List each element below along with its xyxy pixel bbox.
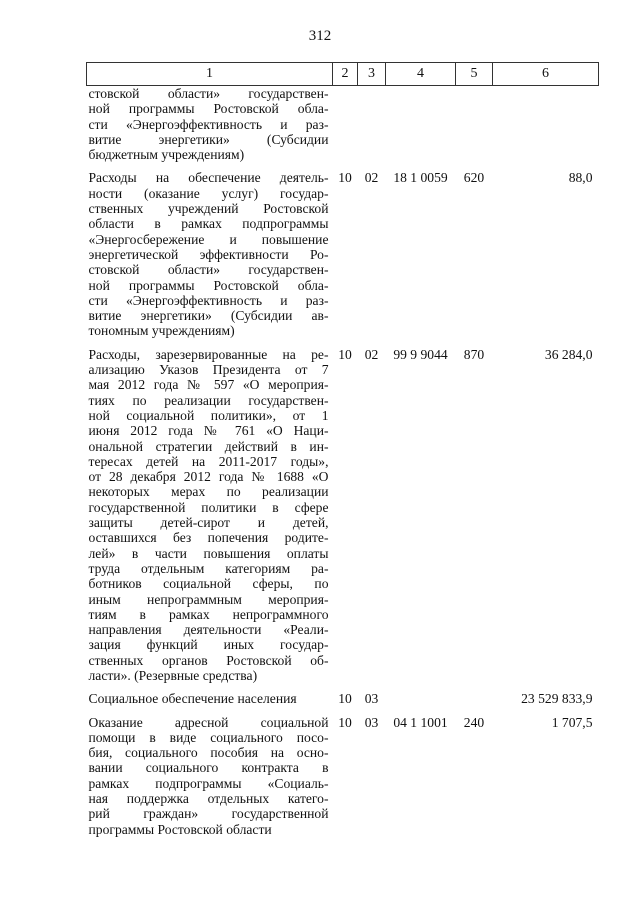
row-description [87,715,333,845]
row-amount: 1 707,5 [551,714,593,730]
description-line: программы Ростовской области [88,821,272,837]
description-line: Расходы на обеспечение деятель- [88,170,329,186]
description-line: государственной политики в сфере [88,499,329,515]
description-line: рий граждан» государственной [88,806,329,822]
row-section: 10 [338,714,352,730]
row-target-code: 18 1 0059 [393,170,448,186]
row-target-code: 99 9 9044 [393,346,448,362]
description-line: стовской области» государствен- [88,86,329,101]
description-line: «Энергосбережение и повышение [88,231,329,247]
table-row [87,347,599,692]
description-line: некоторых мерах по реализации [88,484,329,500]
row-subsection: 02 [364,346,379,362]
header-col-1: 1 [87,63,333,86]
description-line: тиях по реализации государствен- [88,392,329,408]
header-col-5: 5 [456,63,493,86]
row-subsection: 03 [364,691,379,707]
description-line: Социальное обеспечение населения [88,691,297,707]
description-line: бия, социального пособия на осно- [88,745,329,761]
description-line: витие энергетики» (Субсидии ав- [88,308,329,324]
description-line: стовской области» государствен- [88,262,329,278]
description-line: мая 2012 года № 597 «О мероприя- [88,377,329,393]
description-line: лей» в части повышения оплаты [88,545,329,561]
description-line: ботников социальной сферы, по [88,576,329,592]
description-line: ональной стратегии действий в ин- [88,438,329,454]
page-number: 312 [308,28,332,44]
description-line: ной программы Ростовской обла- [88,277,329,293]
description-line: тересах детей на 2011-2017 годы», [88,453,329,469]
description-line: бюджетным учреждениям) [88,147,245,163]
description-line: ная поддержка отдельных катего- [88,791,329,807]
description-line: области в рамках подпрограммы [88,216,329,232]
description-line: от 28 декабря 2012 года № 1688 «О [88,469,329,485]
row-section [333,86,358,171]
description-line: Оказание адресной социальной [88,714,329,730]
row-amount: 36 284,0 [544,346,593,362]
description-line: оставшихся без попечения родите- [88,530,329,546]
table-row [87,691,599,714]
description-line: помощи в виде социального посо- [88,729,329,745]
description-line: сти «Энергоэффективность и раз- [88,292,329,308]
row-subsection [358,86,386,171]
description-line: сти «Энергоэффективность и раз- [88,116,329,132]
row-description [87,347,333,692]
row-target-code: 04 1 1001 [393,714,448,730]
description-line: ализацию Указов Президента от 7 [88,362,329,378]
description-line: ности (оказание услуг) государ- [88,185,329,201]
row-target-code [386,86,456,171]
row-expense-type: 240 [463,714,485,730]
description-line: иным непрограммным мероприя- [88,591,329,607]
description-line: витие энергетики» (Субсидии [88,131,329,147]
row-expense-type: 870 [463,346,485,362]
description-line: направления деятельности «Реали- [88,622,329,638]
description-line: ласти». (Резервные средства) [88,667,258,683]
description-line: зация функций иных государ- [88,637,329,653]
row-description [87,170,333,346]
row-amount: 88,0 [568,170,593,186]
description-line: тономным учреждениям) [88,323,235,339]
row-description [87,691,333,714]
row-description [87,86,333,171]
row-amount: 23 529 833,9 [521,691,593,707]
description-line: вании социального контракта в [88,760,329,776]
row-section: 10 [338,691,352,707]
table-row [87,86,599,171]
row-section: 10 [338,346,352,362]
row-subsection: 02 [364,170,379,186]
table-header-row [87,63,599,86]
description-line: Расходы, зарезервированные на ре- [88,346,329,362]
description-line: тиям в рамках непрограммного [88,606,329,622]
description-line: ной социальной политики», от 1 [88,407,329,423]
description-line: защиты детей-сирот и детей, [88,515,329,531]
row-expense-type [456,691,493,714]
description-line: ственных органов Ростовской об- [88,652,329,668]
header-col-3: 3 [358,63,386,86]
description-line: энергетической эффективности Ро- [88,246,329,262]
row-target-code [386,691,456,714]
description-line: июня 2012 года № 761 «О Наци- [88,423,329,439]
budget-table [86,62,599,845]
row-expense-type [456,86,493,171]
header-col-2: 2 [333,63,358,86]
row-expense-type: 620 [463,170,485,186]
row-subsection: 03 [364,714,379,730]
description-line: ной программы Ростовской обла- [88,101,329,117]
row-amount [493,86,599,171]
table-row [87,170,599,346]
table-row [87,715,599,845]
description-line: ственных учреждений Ростовской [88,201,329,217]
header-col-4: 4 [386,63,456,86]
row-section: 10 [338,170,352,186]
description-line: труда отдельным категориям ра- [88,560,329,576]
description-line: рамках подпрограммы «Социаль- [88,775,329,791]
header-col-6: 6 [493,63,599,86]
